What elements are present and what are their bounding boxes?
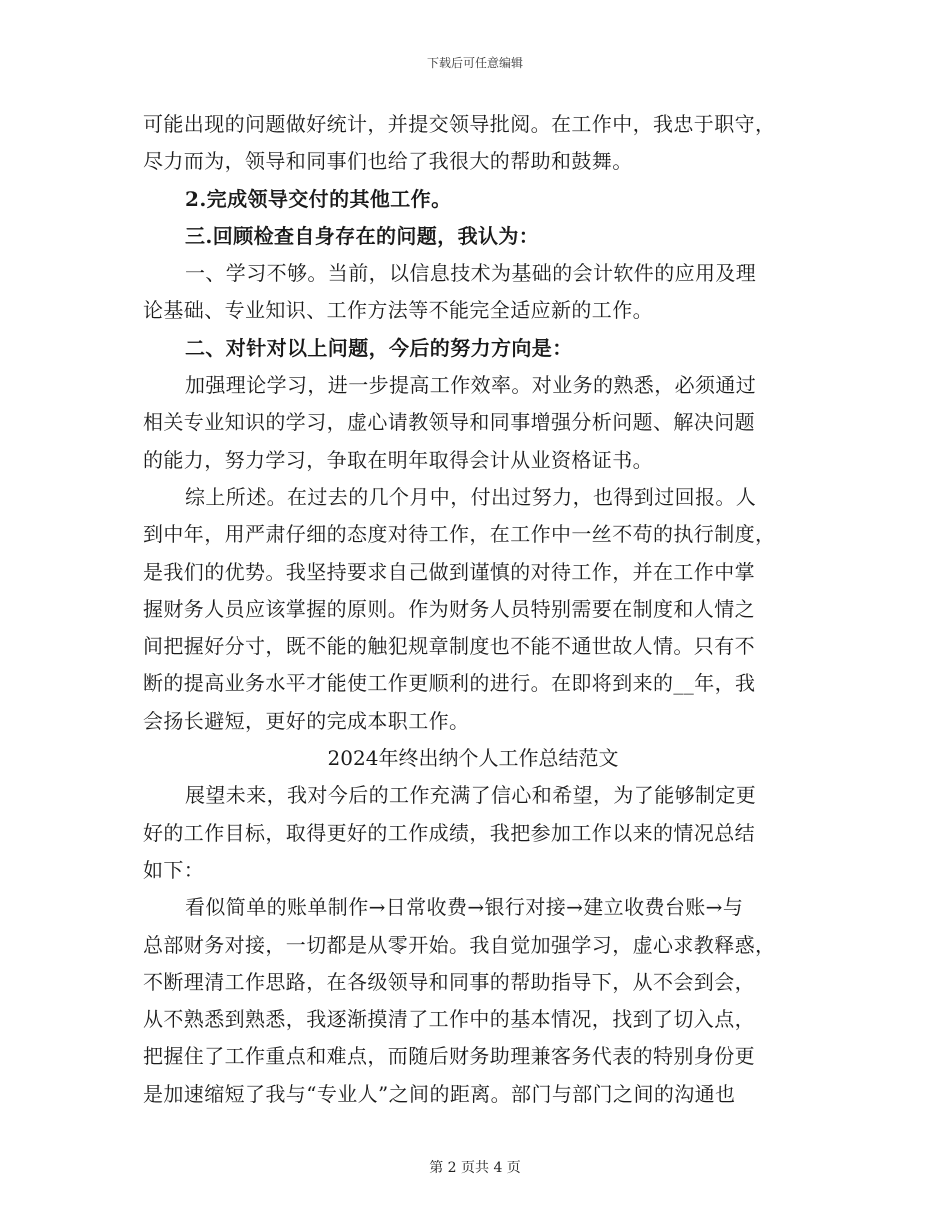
section-heading: 2.完成领导交付的其他工作。 xyxy=(185,186,452,211)
document-body xyxy=(143,106,803,1113)
text-line: 如下： xyxy=(143,857,205,882)
text-line: 可能出现的问题做好统计，并提交领导批阅。在工作中，我忠于职守， xyxy=(143,112,776,136)
text-line: 尽力而为，领导和同事们也给了我很大的帮助和鼓舞。 xyxy=(143,149,633,174)
text-line: 不断理清工作思路，在各级领导和同事的帮助指导下，从不会到会， xyxy=(143,969,755,994)
text-line: 从不熟悉到熟悉，我逐渐摸清了工作中的基本情况，找到了切入点， xyxy=(143,1007,755,1032)
text-line: 一、学习不够。当前，以信息技术为基础的会计软件的应用及理 xyxy=(185,261,757,286)
text-line: 到中年，用严肃仔细的态度对待工作，在工作中一丝不苟的执行制度， xyxy=(143,522,776,547)
text-line: 会扬长避短，更好的完成本职工作。 xyxy=(143,708,470,733)
text-line: 握财务人员应该掌握的原则。作为财务人员特别需要在制度和人情之 xyxy=(143,596,755,621)
text-line: 看似简单的账单制作→日常收费→银行对接→建立收费台账→与 xyxy=(185,895,744,920)
text-line: 加强理论学习，进一步提高工作效率。对业务的熟悉，必须通过 xyxy=(185,373,757,398)
section-heading: 三.回顾检查自身存在的问题，我认为： xyxy=(185,223,540,248)
section-heading: 二、对针对以上问题，今后的努力方向是： xyxy=(185,335,573,360)
text-line: 断的提高业务水平才能使工作更顺利的进行。在即将到来的__年，我 xyxy=(143,671,756,696)
text-line: 间把握好分寸，既不能的触犯规章制度也不能不通世故人情。只有不 xyxy=(143,634,755,659)
text-line: 论基础、专业知识、工作方法等不能完全适应新的工作。 xyxy=(143,298,653,323)
text-line: 展望未来，我对今后的工作充满了信心和希望，为了能够制定更 xyxy=(185,783,757,808)
text-line: 相关专业知识的学习，虚心请教领导和同事增强分析问题、解决问题 xyxy=(143,410,755,435)
text-line: 是加速缩短了我与“专业人”之间的距离。部门与部门之间的沟通也 xyxy=(143,1081,736,1106)
text-line: 是我们的优势。我坚持要求自己做到谨慎的对待工作，并在工作中掌 xyxy=(143,559,755,584)
text-line: 的能力，努力学习，争取在明年取得会计从业资格证书。 xyxy=(143,447,653,472)
text-line: 综上所述。在过去的几个月中，付出过努力，也得到过回报。人 xyxy=(185,484,757,509)
page-number: 第 2 页共 4 页 xyxy=(429,1160,521,1176)
document-title: 2024年终出纳个人工作总结范文 xyxy=(327,746,619,771)
text-line: 好的工作目标，取得更好的工作成绩，我把参加工作以来的情况总结 xyxy=(143,820,755,845)
page-header: 下载后可任意编辑 xyxy=(426,56,523,70)
text-line: 把握住了工作重点和难点，而随后财务助理兼客务代表的特别身份更 xyxy=(143,1044,755,1069)
text-line: 总部财务对接，一切都是从零开始。我自觉加强学习，虚心求教释惑， xyxy=(143,932,776,957)
